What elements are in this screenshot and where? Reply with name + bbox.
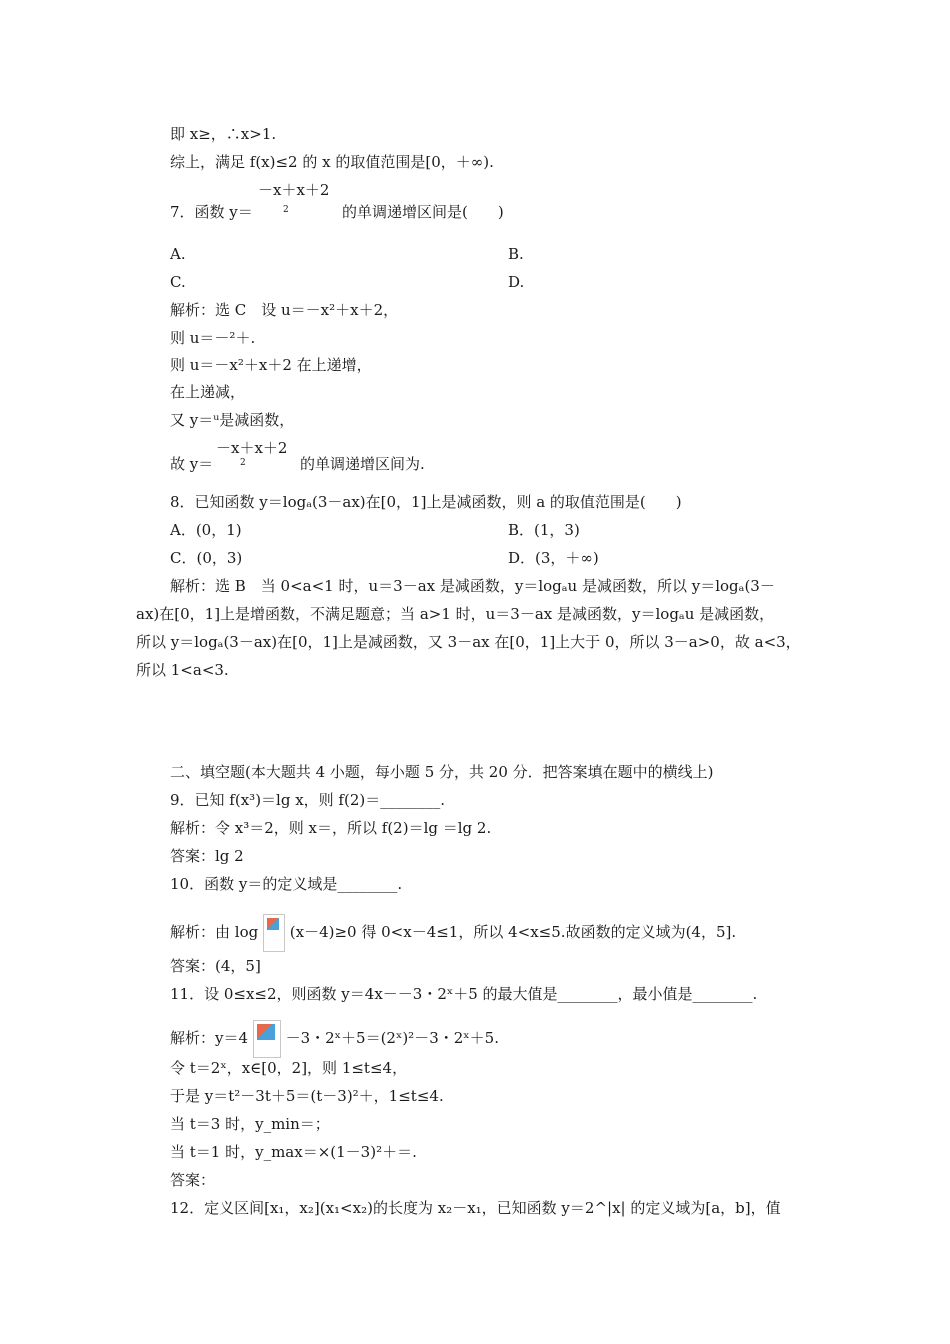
answer-line: 答案：lg 2 bbox=[170, 847, 244, 865]
question-9: 9．已知 f(x³)＝lg x，则 f(2)＝________. bbox=[170, 791, 446, 809]
answer-line: 答案：(4，5] bbox=[170, 957, 261, 975]
solution-line bbox=[170, 1020, 499, 1058]
solution-line: 令 t＝2ˣ，x∈[0，2]，则 1≤t≤4， bbox=[170, 1059, 408, 1077]
solution-line: ax)在[0，1]上是增函数，不满足题意；当 a>1 时，u＝3－ax 是减函数，y＝logₐu 是减函数， bbox=[136, 605, 775, 623]
solution-text: 解析：y＝4 bbox=[170, 1029, 249, 1047]
solution-text: (x－4)≥0 得 0<x－4≤1，所以 4<x≤5.故函数的定义域为(4，5]. bbox=[289, 923, 737, 941]
exponent: 2 bbox=[283, 205, 289, 215]
solution-text: 解析：由 log bbox=[170, 923, 259, 941]
fraction-numerator: －x＋x＋2 bbox=[216, 439, 288, 457]
solution-line: 解析：选 C 设 u＝－x²＋x＋2， bbox=[170, 301, 399, 319]
solution-line: 又 y＝ᵘ是减函数， bbox=[170, 411, 295, 429]
solution-line bbox=[170, 914, 736, 952]
question-11: 11．设 0≤x≤2，则函数 y＝4x－－3・2ˣ＋5 的最大值是________，最小值是________. bbox=[170, 985, 758, 1003]
text-line: 综上，满足 f(x)≤2 的 x 的取值范围是[0，＋∞). bbox=[170, 153, 494, 171]
option-a: A．(0，1) bbox=[170, 521, 242, 539]
question-7-suffix: 的单调递增区间是( ) bbox=[342, 203, 504, 221]
solution-line: 所以 1<a<3. bbox=[136, 661, 229, 679]
fraction-numerator: －x＋x＋2 bbox=[258, 181, 330, 199]
solution-line: 所以 y＝logₐ(3－ax)在[0，1]上是减函数，又 3－ax 在[0，1]上大于 0，所以 3－a>0，故 a<3， bbox=[136, 633, 801, 651]
section-heading: 二、填空题(本大题共 4 小题，每小题 5 分，共 20 分．把答案填在题中的横线上) bbox=[170, 763, 714, 781]
question-7-prefix: 7．函数 y＝ bbox=[170, 203, 253, 221]
solution-text: －3・2ˣ＋5＝(2ˣ)²－3・2ˣ＋5. bbox=[285, 1029, 499, 1047]
solution-line: 解析：选 B 当 0<a<1 时，u＝3－ax 是减函数，y＝logₐu 是减函数，所以 y＝logₐ(3－ bbox=[170, 577, 775, 595]
answer-line: 答案： bbox=[170, 1171, 216, 1189]
solution-line: 则 u＝－x²＋x＋2 在上递增， bbox=[170, 356, 372, 374]
solution-line: 则 u＝－²＋. bbox=[170, 329, 256, 347]
option-c: C. bbox=[170, 273, 186, 291]
solution-line: 的单调递增区间为. bbox=[300, 455, 425, 473]
solution-line: 在上递减， bbox=[170, 383, 246, 401]
solution-line: 当 t＝1 时，y_max＝×(1－3)²＋＝. bbox=[170, 1143, 417, 1161]
option-a: A. bbox=[170, 245, 186, 263]
question-10: 10．函数 y＝的定义域是________. bbox=[170, 875, 403, 893]
option-c: C．(0，3) bbox=[170, 549, 243, 567]
option-d: D. bbox=[508, 273, 525, 291]
solution-line: 解析：令 x³＝2，则 x＝，所以 f(2)＝lg ＝lg 2. bbox=[170, 819, 492, 837]
exponent: 2 bbox=[240, 458, 246, 468]
broken-image-icon bbox=[263, 914, 285, 952]
solution-line: 当 t＝3 时，y_min＝； bbox=[170, 1115, 330, 1133]
option-b: B. bbox=[508, 245, 524, 263]
option-b: B．(1，3) bbox=[508, 521, 580, 539]
solution-line: 于是 y＝t²－3t＋5＝(t－3)²＋，1≤t≤4. bbox=[170, 1087, 444, 1105]
question-8: 8．已知函数 y＝logₐ(3－ax)在[0，1]上是减函数，则 a 的取值范围是( ) bbox=[170, 493, 682, 511]
option-d: D．(3，＋∞) bbox=[508, 549, 599, 567]
question-12: 12．定义区间[x₁，x₂](x₁<x₂)的长度为 x₂－x₁，已知函数 y＝2^|x| 的定义域为[a，b]，值 bbox=[170, 1199, 781, 1217]
text-line: 即 x≥，∴x>1. bbox=[170, 125, 277, 143]
solution-line: 故 y＝ bbox=[170, 455, 214, 473]
broken-image-icon bbox=[253, 1020, 281, 1058]
